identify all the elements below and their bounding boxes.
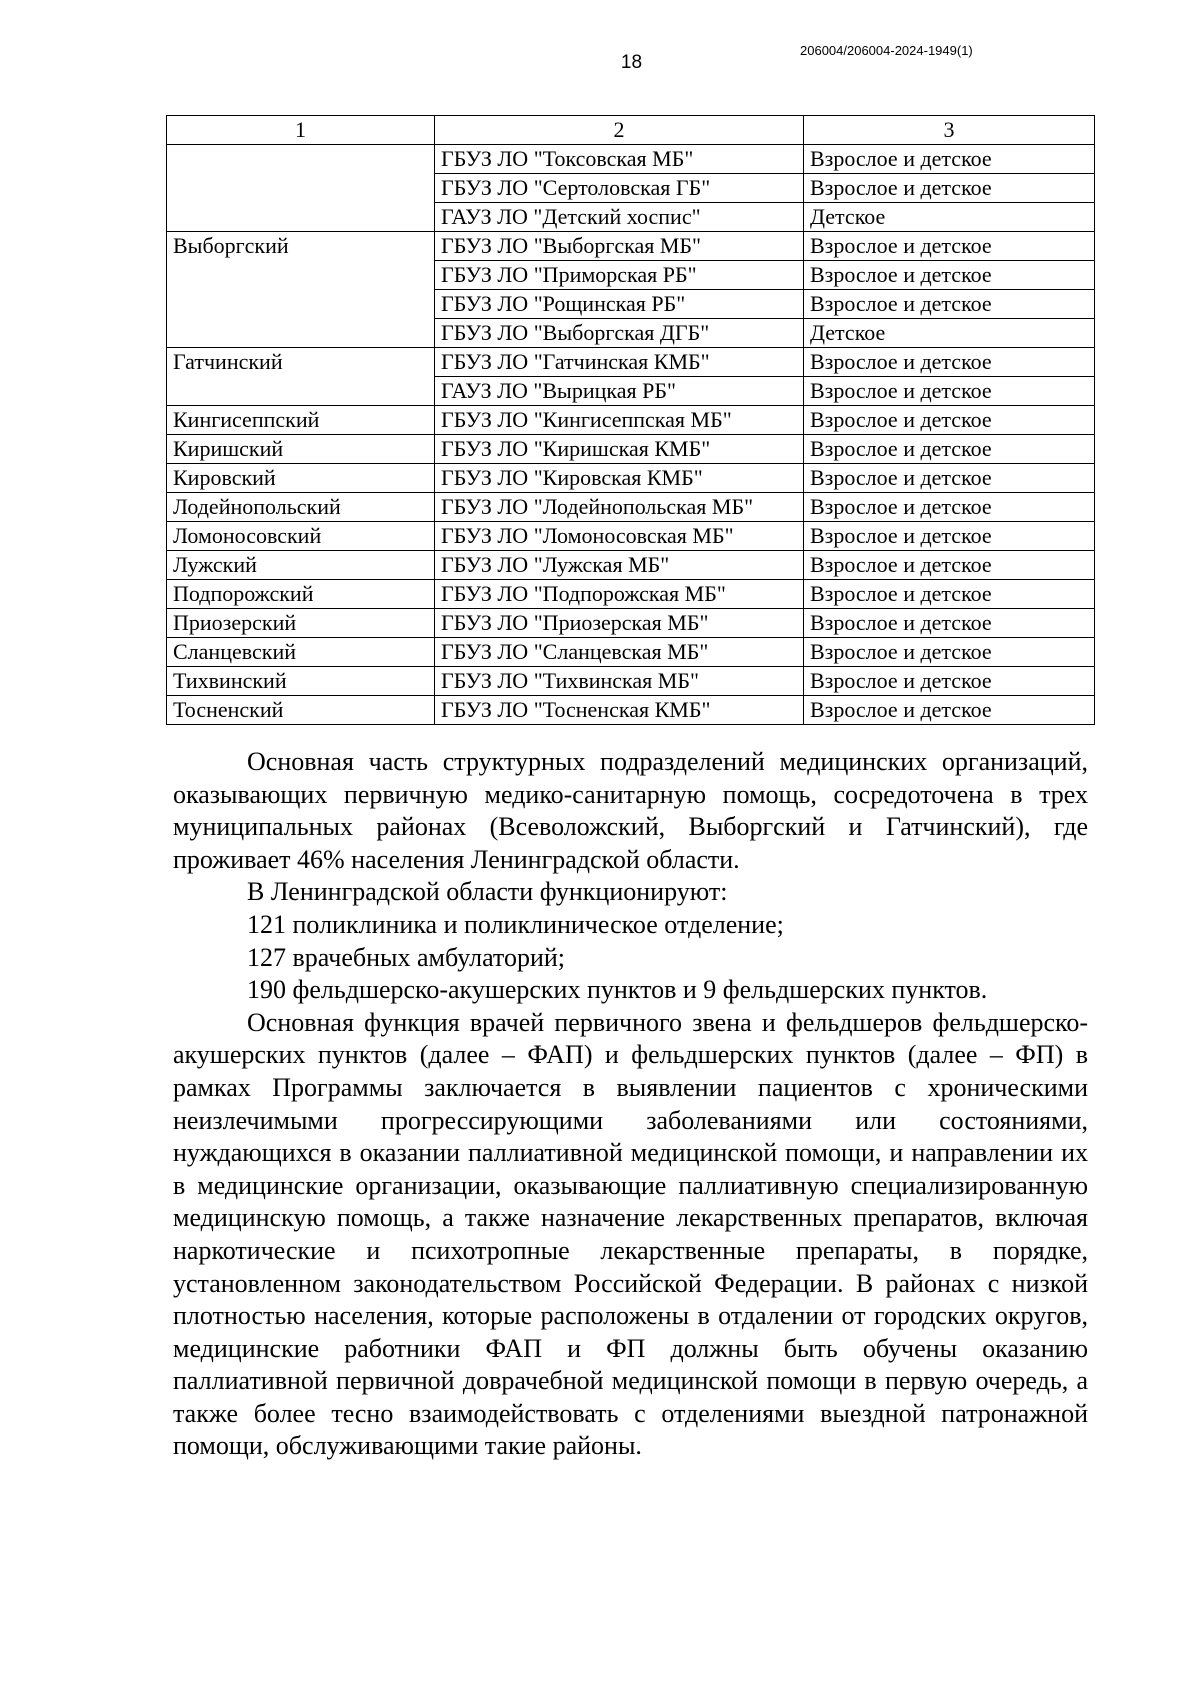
district-cell	[167, 290, 435, 319]
page-number: 18	[620, 52, 643, 73]
paragraph: 127 врачебных амбулаторий;	[247, 942, 566, 972]
organization-cell: ГБУЗ ЛО "Кингисеппская МБ"	[435, 406, 804, 435]
table-row	[167, 232, 1095, 261]
care-type-cell: Взрослое и детское	[804, 348, 1095, 377]
paragraph: 190 фельдшерско-акушерских пунктов и 9 фельдшерских пунктов.	[247, 975, 988, 1005]
district-cell: Приозерский	[167, 609, 435, 638]
table-row	[167, 493, 1095, 522]
care-type-cell: Детское	[804, 319, 1095, 348]
district-cell	[167, 174, 435, 203]
district-cell	[167, 319, 435, 348]
care-type-cell: Взрослое и детское	[804, 232, 1095, 261]
district-cell: Подпорожский	[167, 580, 435, 609]
organization-cell: ГБУЗ ЛО "Рощинская РБ"	[435, 290, 804, 319]
organization-cell: ГБУЗ ЛО "Подпорожская МБ"	[435, 580, 804, 609]
care-type-cell: Взрослое и детское	[804, 406, 1095, 435]
document-id: 206004/206004-2024-1949(1)	[800, 43, 973, 58]
care-type-cell: Взрослое и детское	[804, 667, 1095, 696]
district-cell: Лужский	[167, 551, 435, 580]
organization-cell: ГБУЗ ЛО "Лужская МБ"	[435, 551, 804, 580]
table-row	[167, 174, 1095, 203]
table-row	[167, 580, 1095, 609]
care-type-cell: Взрослое и детское	[804, 174, 1095, 203]
district-cell: Выборгский	[167, 232, 435, 261]
organization-cell: ГБУЗ ЛО "Тихвинская МБ"	[435, 667, 804, 696]
table-row	[167, 406, 1095, 435]
table-row	[167, 319, 1095, 348]
table-row	[167, 638, 1095, 667]
district-cell: Лодейнопольский	[167, 493, 435, 522]
table-row	[167, 696, 1095, 725]
district-cell: Сланцевский	[167, 638, 435, 667]
district-cell: Ломоносовский	[167, 522, 435, 551]
care-type-cell: Взрослое и детское	[804, 580, 1095, 609]
organization-cell: ГАУЗ ЛО "Вырицкая РБ"	[435, 377, 804, 406]
table-row	[167, 145, 1095, 174]
care-type-cell: Взрослое и детское	[804, 464, 1095, 493]
organization-cell: ГБУЗ ЛО "Приморская РБ"	[435, 261, 804, 290]
table-row	[167, 348, 1095, 377]
district-cell: Тихвинский	[167, 667, 435, 696]
district-cell	[167, 261, 435, 290]
care-type-cell: Взрослое и детское	[804, 377, 1095, 406]
district-cell: Гатчинский	[167, 348, 435, 377]
column-header-1: 1	[167, 116, 435, 145]
organization-cell: ГБУЗ ЛО "Кировская КМБ"	[435, 464, 804, 493]
organization-cell: ГБУЗ ЛО "Сертоловская ГБ"	[435, 174, 804, 203]
organization-cell: ГБУЗ ЛО "Токсовская МБ"	[435, 145, 804, 174]
district-cell: Кингисеппский	[167, 406, 435, 435]
table-header-row	[167, 116, 1095, 145]
district-cell	[167, 203, 435, 232]
table-row	[167, 551, 1095, 580]
paragraph: Основная часть структурных подразделений медицинских организаций, оказывающих первичную медико-санитарную помощь, сосредоточена в трех муниципальных районах (Всеволожский, Выборгский и Гатчинский), где проживает 46% населения Ленинградской области.	[173, 747, 1088, 874]
care-type-cell: Взрослое и детское	[804, 638, 1095, 667]
table-row	[167, 203, 1095, 232]
table-row	[167, 377, 1095, 406]
care-type-cell: Детское	[804, 203, 1095, 232]
organization-cell: ГБУЗ ЛО "Тосненская КМБ"	[435, 696, 804, 725]
table-row	[167, 609, 1095, 638]
organizations-table	[166, 115, 1095, 725]
column-header-3: 3	[804, 116, 1095, 145]
care-type-cell: Взрослое и детское	[804, 696, 1095, 725]
care-type-cell: Взрослое и детское	[804, 522, 1095, 551]
organization-cell: ГБУЗ ЛО "Гатчинская КМБ"	[435, 348, 804, 377]
table-row	[167, 522, 1095, 551]
care-type-cell: Взрослое и детское	[804, 261, 1095, 290]
care-type-cell: Взрослое и детское	[804, 435, 1095, 464]
organization-cell: ГБУЗ ЛО "Киришская КМБ"	[435, 435, 804, 464]
care-type-cell: Взрослое и детское	[804, 551, 1095, 580]
care-type-cell: Взрослое и детское	[804, 145, 1095, 174]
paragraph: В Ленинградской области функционируют:	[247, 877, 728, 907]
organization-cell: ГАУЗ ЛО "Детский хоспис"	[435, 203, 804, 232]
care-type-cell: Взрослое и детское	[804, 493, 1095, 522]
district-cell: Тосненский	[167, 696, 435, 725]
organization-cell: ГБУЗ ЛО "Лодейнопольская МБ"	[435, 493, 804, 522]
organization-cell: ГБУЗ ЛО "Выборгская ДГБ"	[435, 319, 804, 348]
body-text	[173, 746, 1088, 1463]
table-row	[167, 667, 1095, 696]
district-cell: Киришский	[167, 435, 435, 464]
table-row	[167, 290, 1095, 319]
column-header-2: 2	[435, 116, 804, 145]
district-cell	[167, 377, 435, 406]
paragraph: 121 поликлиника и поликлиническое отделение;	[247, 909, 784, 939]
organization-cell: ГБУЗ ЛО "Выборгская МБ"	[435, 232, 804, 261]
paragraph: Основная функция врачей первичного звена и фельдшеров фельдшерско-акушерских пунктов (далее – ФАП) и фельдшерских пунктов (далее – ФП) в рамках Программы заключается в выявлении пациентов с хроническими неизлечимыми прогрессирующими заболеваниями или состояниями, нуждающихся в оказании паллиативной медицинской помощи, и направлении их в медицинские организации, оказывающие паллиативную специализированную медицинскую помощь, а также назначение лекарственных препаратов, включая наркотические и психотропные лекарственные препараты, в порядке, установленном законодательством Российской Федерации. В районах с низкой плотностью населения, которые расположены в отдалении от городских округов, медицинские работники ФАП и ФП должны быть обучены оказанию паллиативной первичной доврачебной медицинской помощи в первую очередь, а также более тесно взаимодействовать с отделениями выездной патронажной помощи, обслуживающими такие районы.	[173, 1007, 1088, 1461]
district-cell: Кировский	[167, 464, 435, 493]
organization-cell: ГБУЗ ЛО "Сланцевская МБ"	[435, 638, 804, 667]
table-row	[167, 261, 1095, 290]
district-cell	[167, 145, 435, 174]
care-type-cell: Взрослое и детское	[804, 609, 1095, 638]
organization-cell: ГБУЗ ЛО "Ломоносовская МБ"	[435, 522, 804, 551]
table-row	[167, 435, 1095, 464]
table-row	[167, 464, 1095, 493]
organization-cell: ГБУЗ ЛО "Приозерская МБ"	[435, 609, 804, 638]
care-type-cell: Взрослое и детское	[804, 290, 1095, 319]
